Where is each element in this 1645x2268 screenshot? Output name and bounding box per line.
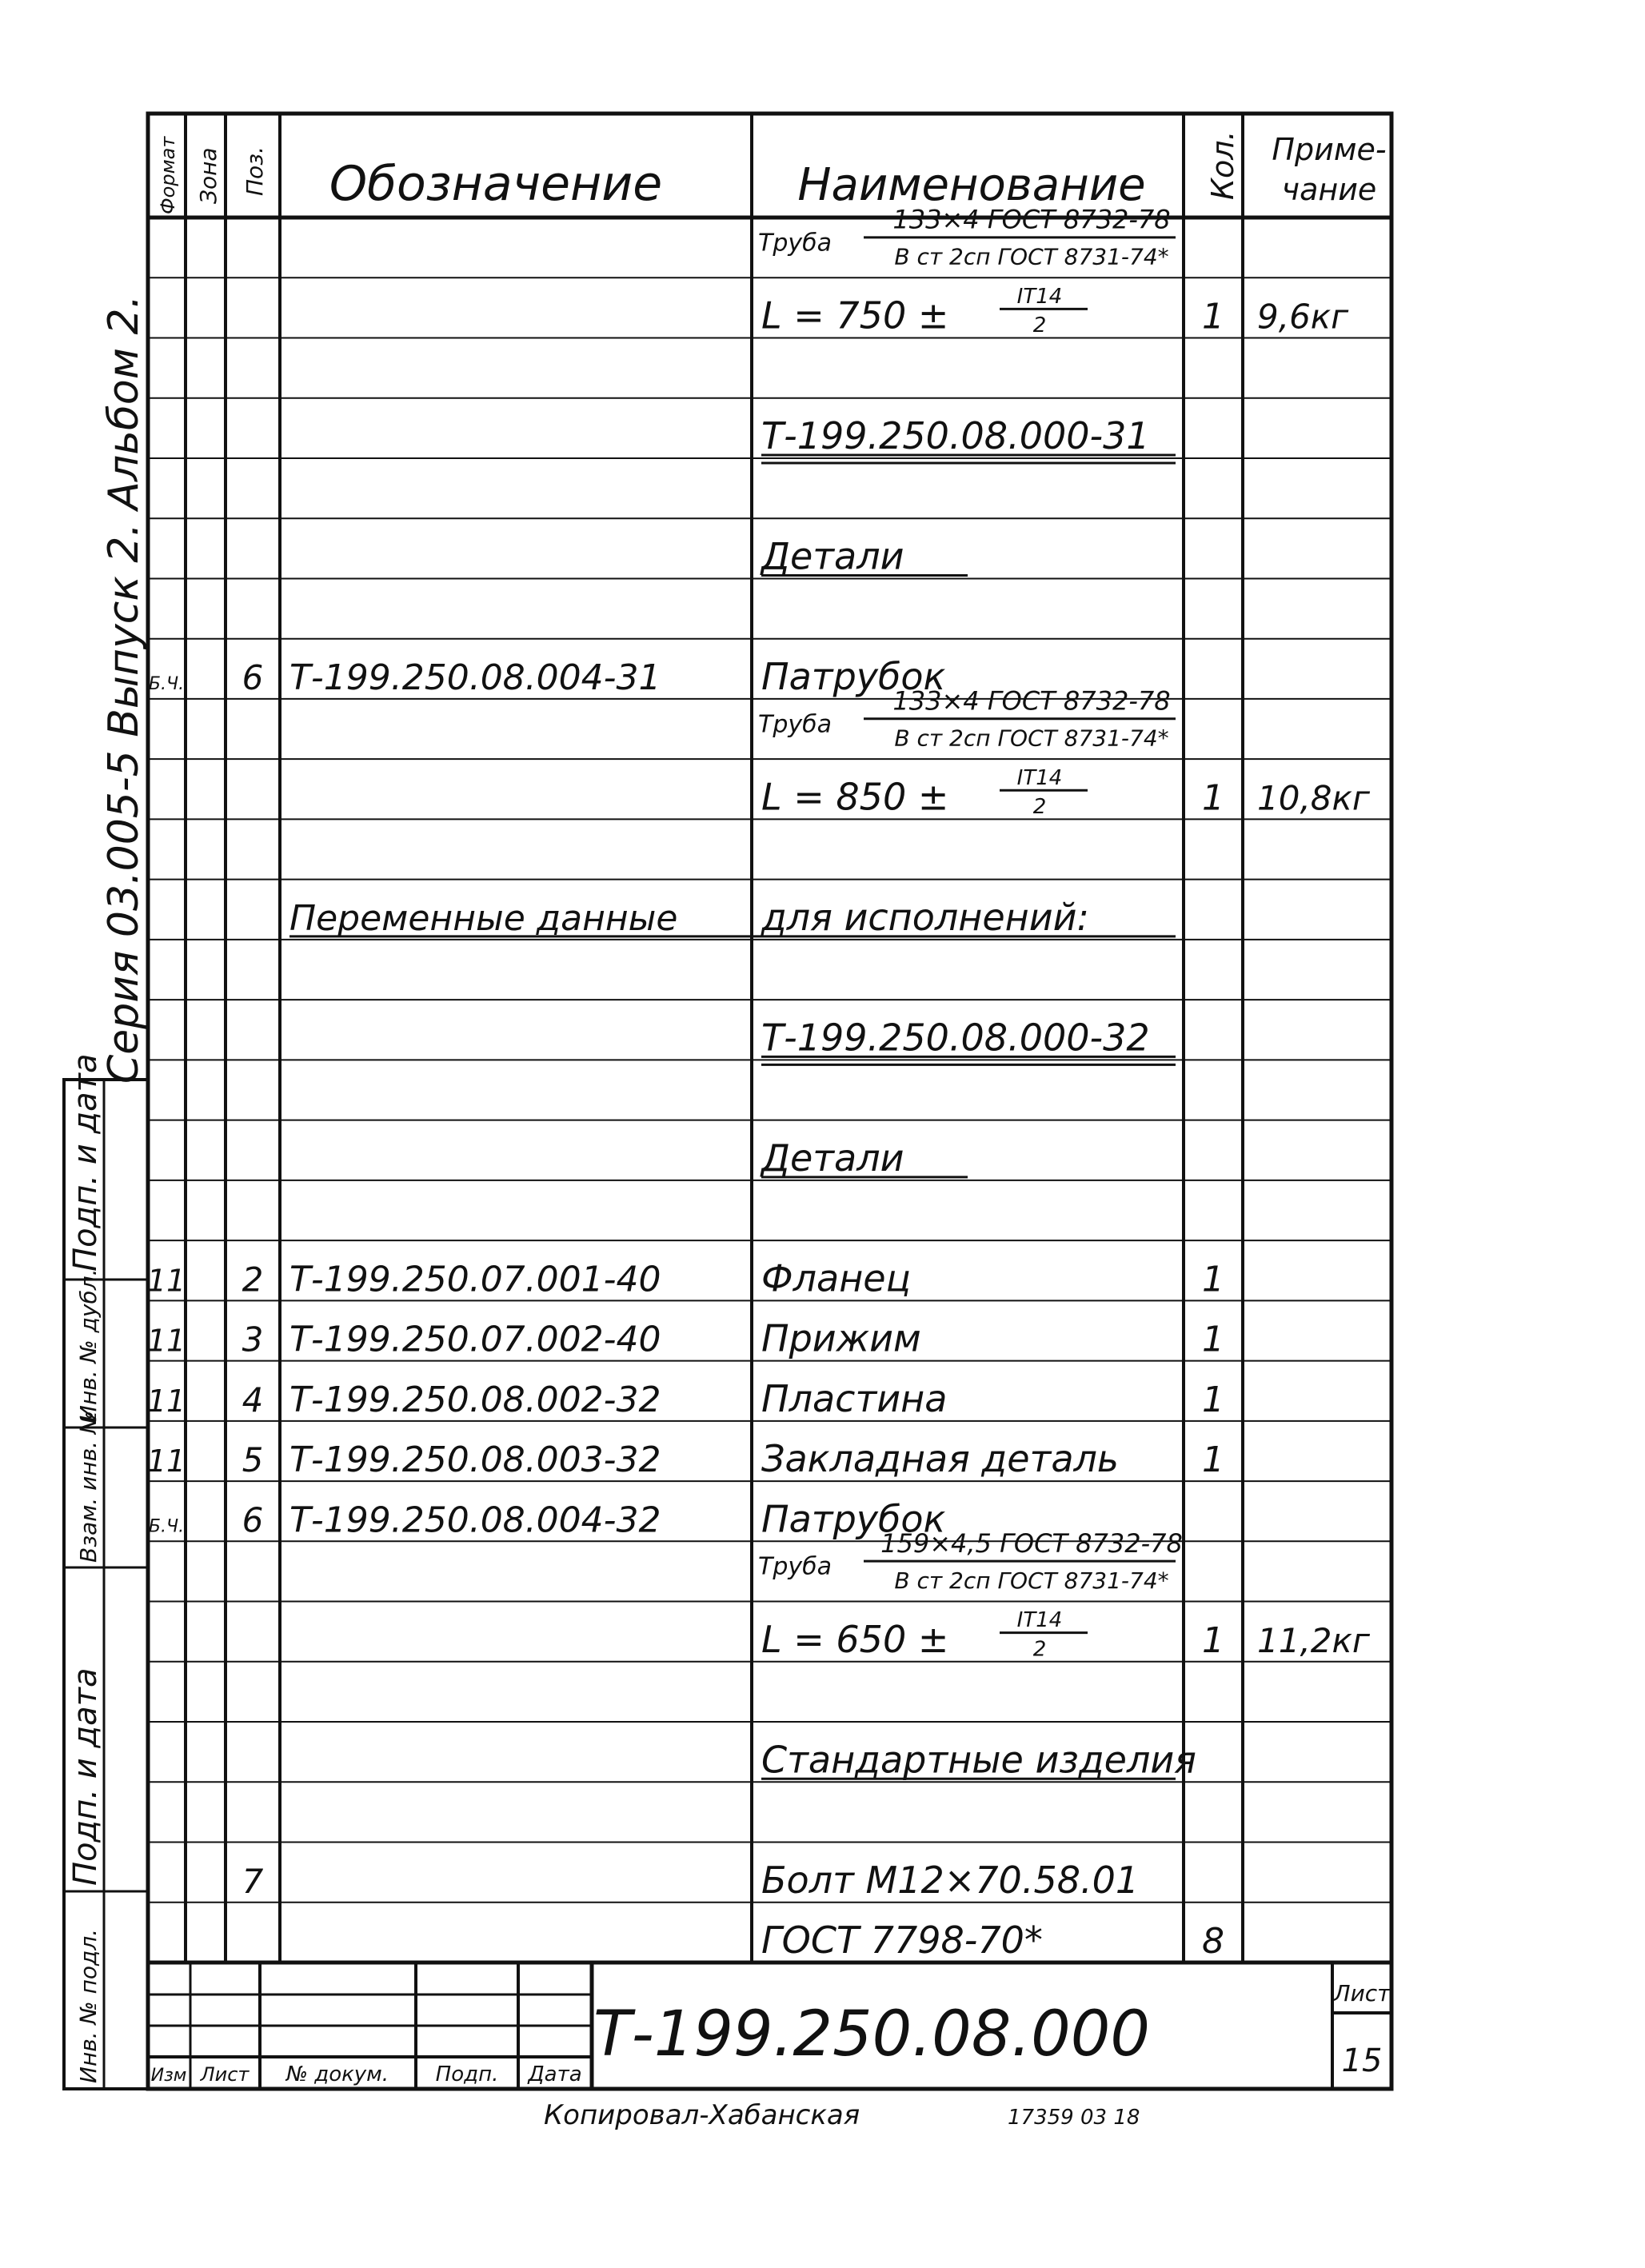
cell-qty: 1	[1202, 1619, 1224, 1661]
cell-name: Закладная деталь	[761, 1437, 1120, 1481]
cell-pos: 2	[242, 1260, 264, 1300]
cell-format: Б.Ч.	[148, 673, 185, 694]
series-text: Серия 03.005-5 Выпуск 2. Альбом 2.	[100, 294, 148, 1084]
title-col-list: Лист	[200, 2063, 250, 2086]
cell-format: Б.Ч.	[148, 1516, 185, 1537]
header-name: Наименование	[797, 159, 1146, 211]
cell-note: 11,2кг	[1257, 1620, 1370, 1660]
cell-name: L = 650 ±	[761, 1617, 949, 1661]
cell-pos: 5	[242, 1440, 264, 1480]
cell-designation: Т-199.250.08.004-32	[289, 1499, 661, 1541]
side-label-dup-inv: Инв. № дубл.	[75, 1268, 102, 1422]
cell-name-prefix: Труба	[758, 710, 832, 739]
cell-designation: Переменные данные	[289, 897, 678, 939]
cell-name: Пластина	[761, 1376, 948, 1420]
cell-qty: 1	[1202, 777, 1224, 819]
title-col-sign: Подп.	[435, 2062, 499, 2086]
cell-tol-bottom: 2	[1032, 313, 1047, 337]
cell-designation: Т-199.250.08.003-32	[289, 1439, 661, 1481]
cell-qty: 1	[1202, 1379, 1224, 1420]
cell-format: 11	[146, 1383, 186, 1419]
cell-name: Т-199.250.08.000-31	[761, 413, 1150, 457]
cell-name-fraction-top: 133×4 ГОСТ 8732-78	[892, 685, 1171, 717]
header-row	[157, 130, 1387, 214]
title-col-doc: № докум.	[285, 2062, 389, 2086]
cell-name: ГОСТ 7798-70*	[761, 1919, 1043, 1962]
header-pos: Поз.	[242, 146, 268, 196]
cell-name-fraction-bottom: В ст 2сп ГОСТ 8731-74*	[894, 1567, 1169, 1594]
cell-designation: Т-199.250.07.002-40	[289, 1319, 661, 1360]
header-zone: Зона	[195, 147, 222, 204]
cell-name-prefix: Труба	[758, 229, 832, 258]
cell-pos: 4	[242, 1380, 264, 1419]
title-col-date: Дата	[528, 2062, 582, 2086]
cell-designation: Т-199.250.08.002-32	[289, 1379, 661, 1420]
cell-tol-bottom: 2	[1032, 794, 1047, 819]
cell-tol-top: IT14	[1016, 765, 1063, 790]
cell-name: L = 750 ±	[761, 293, 949, 337]
cell-name: L = 850 ±	[761, 775, 949, 819]
cell-format: 11	[146, 1443, 186, 1479]
cell-name: Прижим	[761, 1316, 921, 1360]
cell-name-prefix: Труба	[758, 1552, 832, 1581]
cell-format: 11	[146, 1263, 186, 1299]
side-label-sign-date: Подп. и дата	[67, 1053, 104, 1272]
cell-qty: 1	[1202, 296, 1224, 337]
sheet-number: 15	[1341, 2042, 1383, 2079]
side-label-orig-inv: Инв. № подл.	[75, 1928, 102, 2083]
cell-name: Патрубок	[761, 1497, 946, 1541]
header-designation: Обозначение	[329, 156, 663, 212]
cell-name: Стандартные изделия	[761, 1738, 1196, 1782]
cell-name-fraction-top: 133×4 ГОСТ 8732-78	[892, 204, 1171, 235]
cell-name-fraction-top: 159×4,5 ГОСТ 8732-78	[880, 1527, 1183, 1559]
cell-designation: Т-199.250.07.001-40	[289, 1259, 661, 1300]
cell-name: Фланец	[761, 1256, 911, 1300]
header-note-line2: чание	[1281, 172, 1377, 207]
cell-tol-top: IT14	[1016, 1608, 1063, 1633]
header-format: Формат	[157, 136, 179, 214]
cell-pos: 6	[242, 1500, 264, 1540]
cell-name-fraction-bottom: В ст 2сп ГОСТ 8731-74*	[894, 243, 1169, 270]
cell-tol-bottom: 2	[1032, 1637, 1047, 1662]
cell-name: Т-199.250.08.000-32	[761, 1016, 1150, 1060]
cell-name: Детали	[761, 534, 904, 578]
side-label-replaced-inv: Взам. инв. №	[75, 1410, 102, 1563]
sheet-label: Лист	[1333, 1980, 1391, 2006]
cell-tol-top: IT14	[1016, 284, 1063, 309]
cell-pos: 7	[242, 1861, 264, 1901]
side-strip	[64, 295, 148, 2089]
cell-name: для исполнений:	[761, 895, 1090, 939]
header-note-line1: Приме-	[1272, 132, 1387, 167]
cell-pos: 3	[242, 1320, 264, 1360]
copied-by: Копировал-Хабанская	[544, 2099, 860, 2131]
cell-note: 10,8кг	[1257, 778, 1370, 818]
outer-frame	[148, 114, 1391, 2089]
cell-qty: 1	[1202, 1319, 1224, 1360]
title-col-izm: Изм	[150, 2066, 187, 2086]
cell-qty: 1	[1202, 1439, 1224, 1481]
title-block	[148, 1963, 1391, 2089]
cell-qty: 1	[1202, 1259, 1224, 1300]
cell-qty: 8	[1202, 1921, 1224, 1962]
header-qty: Кол.	[1205, 130, 1240, 200]
cell-format: 11	[146, 1323, 186, 1359]
cell-note: 9,6кг	[1257, 297, 1349, 337]
cell-name: Болт М12×70.58.01	[761, 1858, 1140, 1902]
cell-designation: Т-199.250.08.004-31	[289, 657, 661, 698]
cell-name: Патрубок	[761, 654, 946, 698]
cell-name: Детали	[761, 1136, 904, 1180]
table-rows	[147, 205, 1371, 1962]
order-number: 17359 03 18	[1008, 2106, 1140, 2130]
side-label-sign-date-2: Подп. и дата	[67, 1667, 104, 1886]
cell-name-fraction-bottom: В ст 2сп ГОСТ 8731-74*	[894, 725, 1169, 752]
cell-pos: 6	[242, 657, 264, 697]
document-designation: Т-199.250.08.000	[593, 1998, 1151, 2070]
